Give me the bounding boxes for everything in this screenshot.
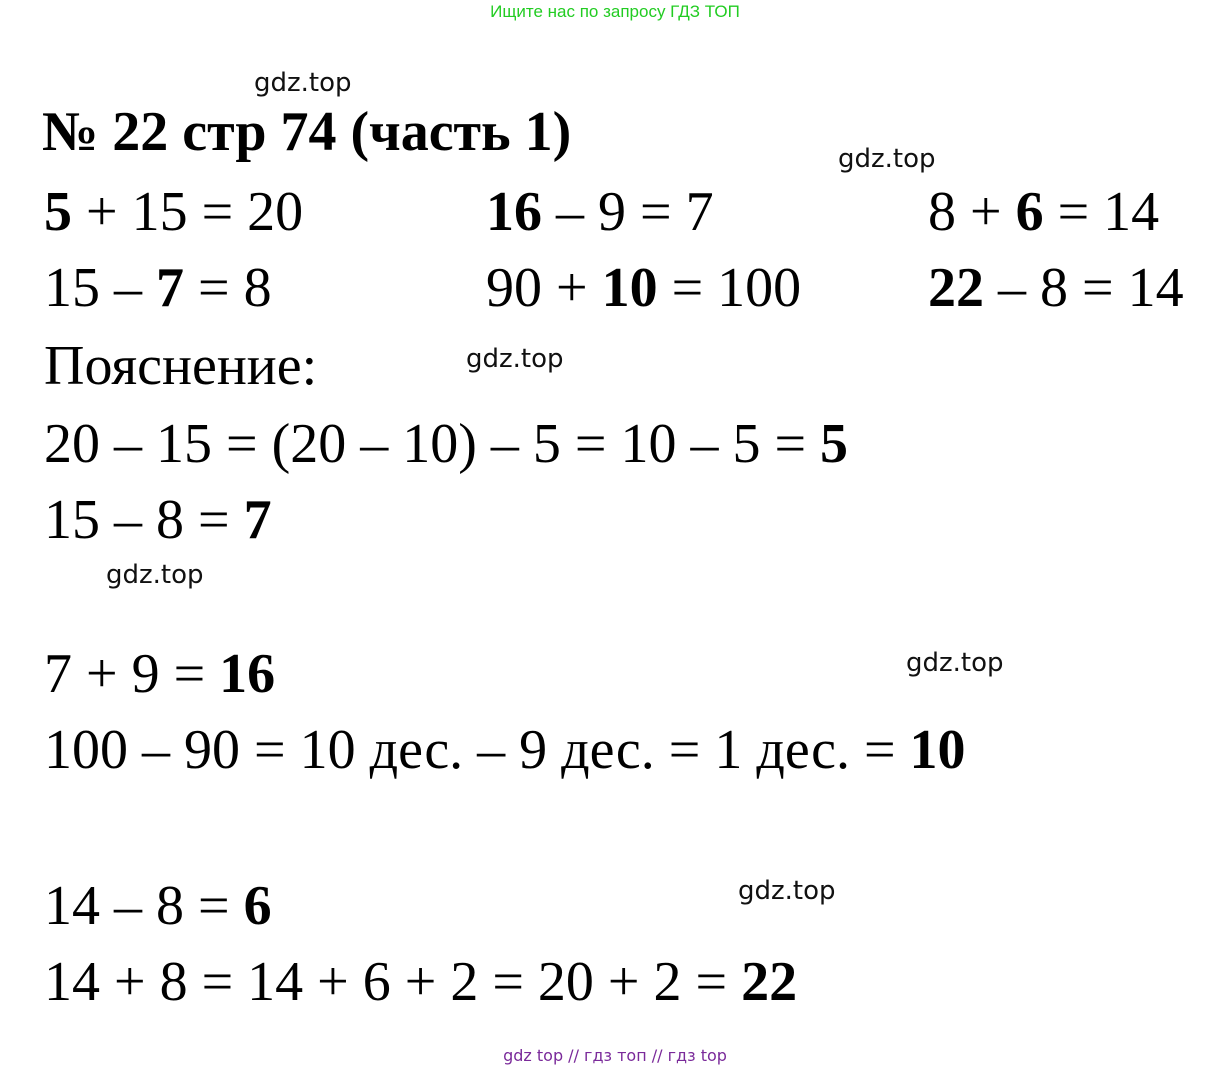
watermark: gdz.top [738, 876, 836, 906]
explanation-line: 15 – 8 = 7 [44, 489, 272, 551]
watermark: gdz.top [838, 144, 936, 174]
bold-answer: 16 [219, 643, 276, 705]
explanation-line: 14 + 8 = 14 + 6 + 2 = 20 + 2 = 22 [44, 951, 798, 1013]
watermark: gdz.top [254, 68, 352, 98]
footer-links[interactable]: gdz top // гдз топ // гдз top [503, 1046, 727, 1065]
explanation-line: 20 – 15 = (20 – 10) – 5 = 10 – 5 = 5 [44, 413, 849, 475]
bold-answer: 5 [44, 181, 72, 243]
bold-answer: 10 [909, 719, 966, 781]
equation-r0c1: 16 – 9 = 7 [486, 181, 714, 243]
bold-answer: 5 [820, 413, 849, 475]
explanation-line: 14 – 8 = 6 [44, 875, 272, 937]
bold-answer: 6 [1015, 181, 1044, 243]
watermark: gdz.top [466, 344, 564, 374]
bold-answer: 16 [486, 181, 542, 243]
bold-answer: 6 [243, 875, 272, 937]
equation-r1c1: 90 + 10 = 100 [486, 257, 802, 319]
equation-r1c2: 22 – 8 = 14 [928, 257, 1184, 319]
bold-answer: 10 [601, 257, 658, 319]
explanation-line: 7 + 9 = 16 [44, 643, 276, 705]
top-banner[interactable]: Ищите нас по запросу ГДЗ ТОП [490, 2, 740, 21]
equation-r0c2: 8 + 6 = 14 [928, 181, 1160, 243]
watermark: gdz.top [906, 648, 1004, 678]
explanation-line: 100 – 90 = 10 дес. – 9 дес. = 1 дес. = 10 [44, 719, 966, 781]
equation-r0c0: 5 + 15 = 20 [44, 181, 304, 243]
page-title: № 22 стр 74 (часть 1) [42, 101, 572, 163]
equation-r1c0: 15 – 7 = 8 [44, 257, 272, 319]
bold-answer: 22 [741, 951, 798, 1013]
watermark: gdz.top [106, 560, 204, 590]
bold-answer: 7 [156, 257, 184, 319]
bold-answer: 7 [243, 489, 272, 551]
bold-answer: 22 [928, 257, 984, 319]
explanation-label: Пояснение: [44, 335, 318, 397]
